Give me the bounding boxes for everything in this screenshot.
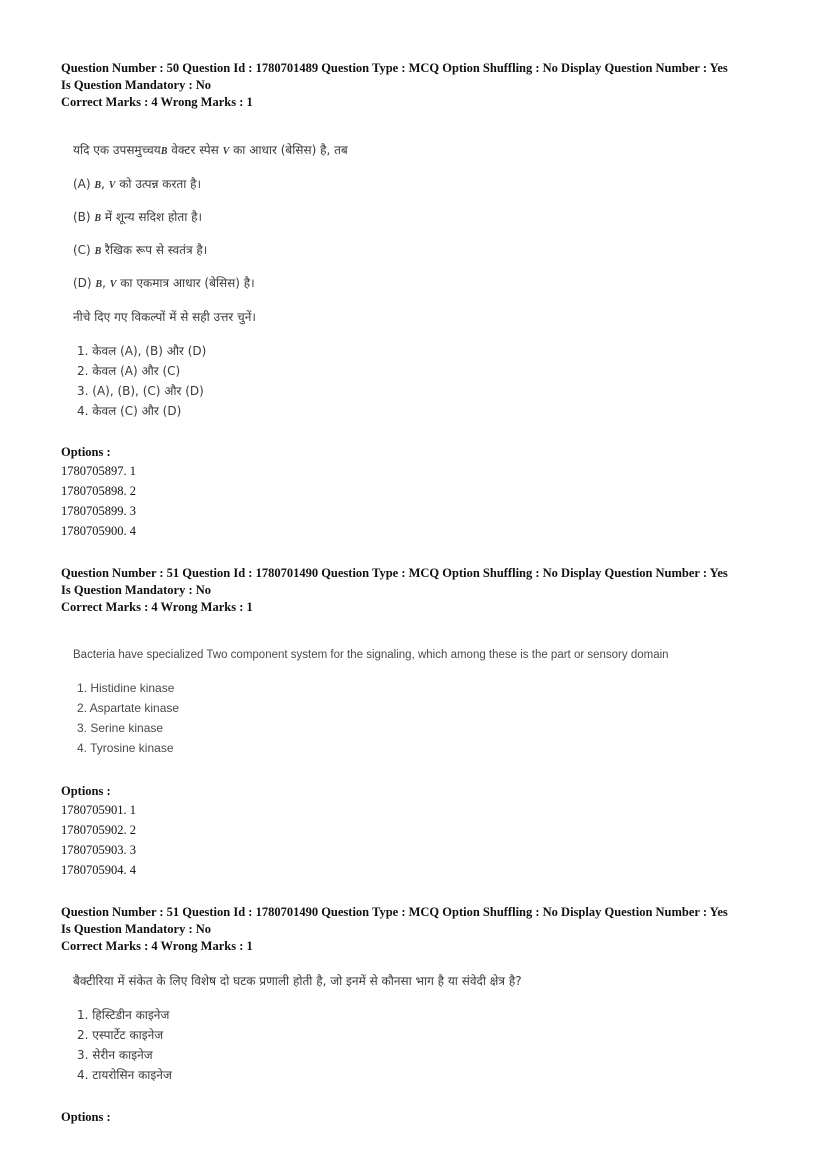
question-meta-line: Question Number : 51 Question Id : 1780701490 Question Type : MCQ Option Shuffling : No Display Question Number : Yes bbox=[61, 566, 728, 580]
options-label: Options : bbox=[61, 1110, 111, 1124]
choice-3: 3. Serine kinase bbox=[77, 721, 164, 735]
choice-3: 3. (A), (B), (C) और (D) bbox=[77, 384, 204, 398]
option-row: 1780705904. 4 bbox=[61, 863, 136, 877]
options-label: Options : bbox=[61, 445, 111, 459]
option-row: 1780705901. 1 bbox=[61, 803, 136, 817]
question-51-options bbox=[61, 782, 791, 880]
question-50-options bbox=[61, 443, 791, 541]
choice-1: 1. Histidine kinase bbox=[77, 681, 175, 695]
choice-2: 2. केवल (A) और (C) bbox=[77, 364, 181, 378]
choice-2: 2. एस्पार्टेट काइनेज bbox=[77, 1028, 164, 1042]
option-row: 1780705899. 3 bbox=[61, 504, 136, 518]
mandatory-line: Is Question Mandatory : No bbox=[61, 922, 212, 936]
option-row: 1780705898. 2 bbox=[61, 484, 136, 498]
question-stem: यदि एक उपसमुच्चयB वेक्टर स्पेस V का आधार (बेसिस) है, तब bbox=[73, 143, 348, 157]
marks-line: Correct Marks : 4 Wrong Marks : 1 bbox=[61, 939, 253, 953]
marks-line: Correct Marks : 4 Wrong Marks : 1 bbox=[61, 600, 253, 614]
question-meta-line: Question Number : 51 Question Id : 1780701490 Question Type : MCQ Option Shuffling : No Display Question Number : Yes bbox=[61, 905, 728, 919]
choice-4: 4. Tyrosine kinase bbox=[77, 741, 174, 755]
question-50-meta bbox=[61, 60, 791, 111]
mandatory-line: Is Question Mandatory : No bbox=[61, 78, 212, 92]
statement-b: (B) B में शून्य सदिश होता है। bbox=[73, 210, 203, 224]
statement-c: (C) B रैखिक रूप से स्वतंत्र है। bbox=[73, 243, 208, 257]
choice-3: 3. सेरीन काइनेज bbox=[77, 1048, 153, 1062]
choice-1: 1. केवल (A), (B) और (D) bbox=[77, 344, 207, 358]
choice-1: 1. हिस्टिडीन काइनेज bbox=[77, 1008, 170, 1022]
question-meta-line: Question Number : 50 Question Id : 1780701489 Question Type : MCQ Option Shuffling : No Display Question Number : Yes bbox=[61, 61, 728, 75]
option-row: 1780705897. 1 bbox=[61, 464, 136, 478]
question-51-hindi-meta bbox=[61, 904, 791, 955]
marks-line: Correct Marks : 4 Wrong Marks : 1 bbox=[61, 95, 253, 109]
option-row: 1780705900. 4 bbox=[61, 524, 136, 538]
option-row: 1780705903. 3 bbox=[61, 843, 136, 857]
statement-a: (A) B, V को उत्पन्न करता है। bbox=[73, 177, 202, 191]
choice-4: 4. केवल (C) और (D) bbox=[77, 404, 182, 418]
choice-2: 2. Aspartate kinase bbox=[77, 701, 180, 715]
options-label: Options : bbox=[61, 784, 111, 798]
instruction: नीचे दिए गए विकल्पों में से सही उत्तर चुनें। bbox=[73, 310, 256, 324]
question-stem: बैक्टीरिया में संकेत के लिए विशेष दो घटक प्रणाली होती है, जो इनमें से कौनसा भाग है या संवेदी क्षेत्र है? bbox=[73, 974, 522, 988]
option-row: 1780705902. 2 bbox=[61, 823, 136, 837]
mandatory-line: Is Question Mandatory : No bbox=[61, 583, 212, 597]
question-51-hindi-options bbox=[61, 1108, 791, 1126]
question-51-meta bbox=[61, 565, 791, 616]
statement-d: (D) B, V का एकमात्र आधार (बेसिस) है। bbox=[73, 276, 255, 290]
question-stem: Bacteria have specialized Two component system for the signaling, which among these is the part or sensory domain bbox=[73, 649, 669, 661]
choice-4: 4. टायरोसिन काइनेज bbox=[77, 1068, 172, 1082]
